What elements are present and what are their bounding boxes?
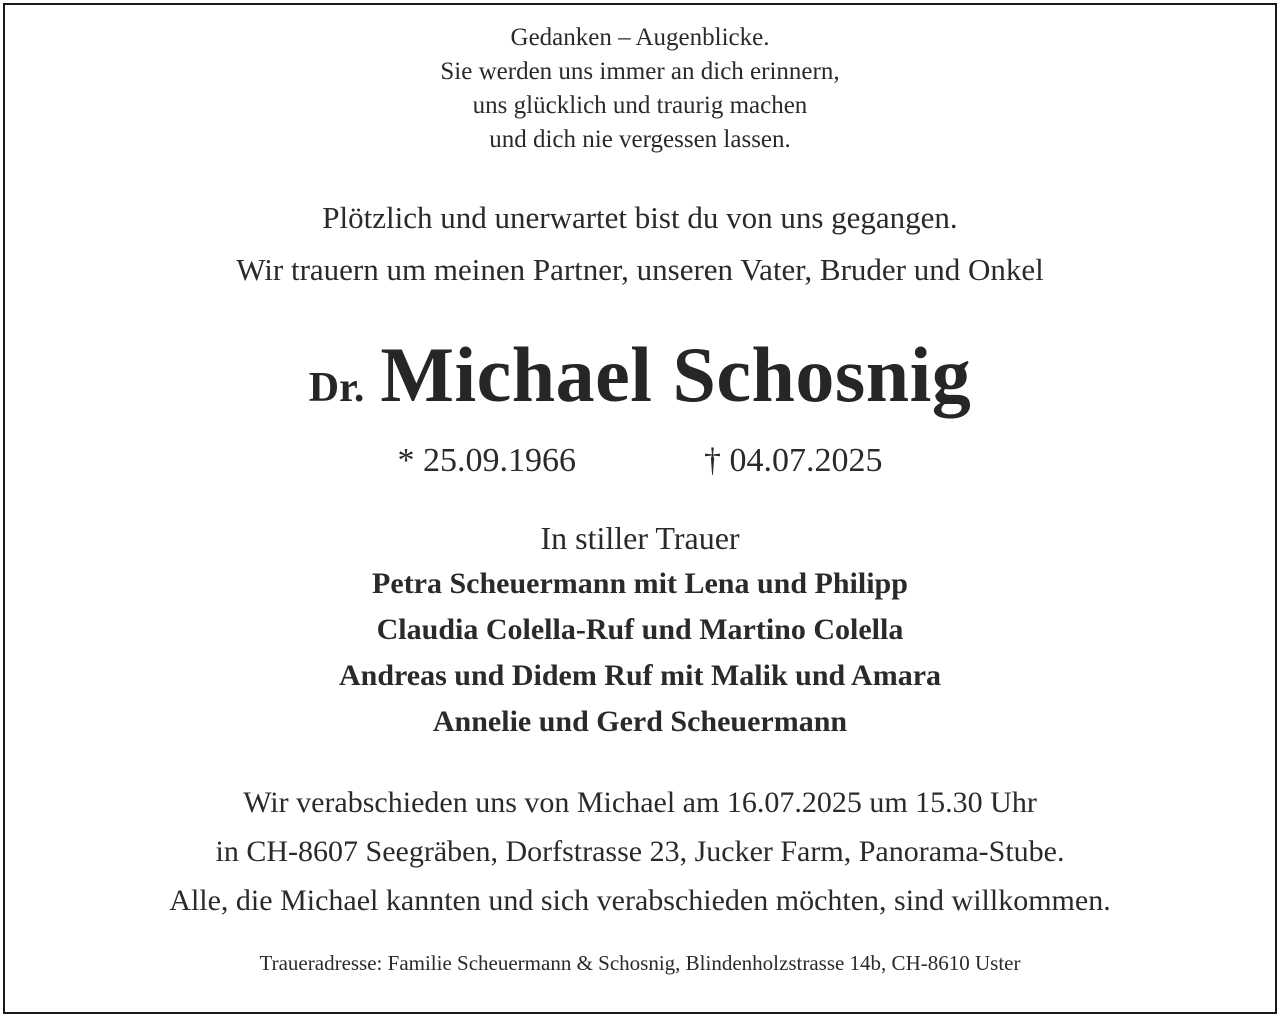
poem-line: Sie werden uns immer an dich erinnern, <box>440 58 840 85</box>
death-date: † 04.07.2025 <box>704 442 883 479</box>
mourner-line: Petra Scheuermann mit Lena und Philipp <box>372 567 908 600</box>
mourner-line: Claudia Colella-Ruf und Martino Colella <box>376 613 904 646</box>
mourners-heading: In stiller Trauer <box>540 520 740 556</box>
life-dates <box>0 438 1280 484</box>
service-line: Alle, die Michael kannten und sich verabschieden möchten, sind willkommen. <box>169 884 1111 917</box>
birth-date: * 25.09.1966 <box>397 442 576 479</box>
intro-line: Wir trauern um meinen Partner, unseren Vater, Bruder und Onkel <box>236 252 1044 287</box>
deceased-title: Dr. <box>308 365 365 411</box>
deceased-name: Michael Schosnig <box>380 331 972 418</box>
deceased-name-heading <box>0 325 1280 425</box>
mourning-address: Traueradresse: Familie Scheuermann & Schosnig, Blindenholzstrasse 14b, CH-8610 Uster <box>259 951 1021 975</box>
mourner-line: Andreas und Didem Ruf mit Malik und Amara <box>338 659 942 692</box>
poem-line: und dich nie vergessen lassen. <box>489 126 791 153</box>
service-line: in CH-8607 Seegräben, Dorfstrasse 23, Jucker Farm, Panorama-Stube. <box>215 835 1065 868</box>
mourner-line: Annelie und Gerd Scheuermann <box>432 705 848 738</box>
service-line: Wir verabschieden uns von Michael am 16.07.2025 um 15.30 Uhr <box>243 786 1037 819</box>
poem-line: Gedanken – Augenblicke. <box>510 24 770 51</box>
intro-line: Plötzlich und unerwartet bist du von uns gegangen. <box>322 200 958 235</box>
poem-line: uns glücklich und traurig machen <box>472 92 808 119</box>
